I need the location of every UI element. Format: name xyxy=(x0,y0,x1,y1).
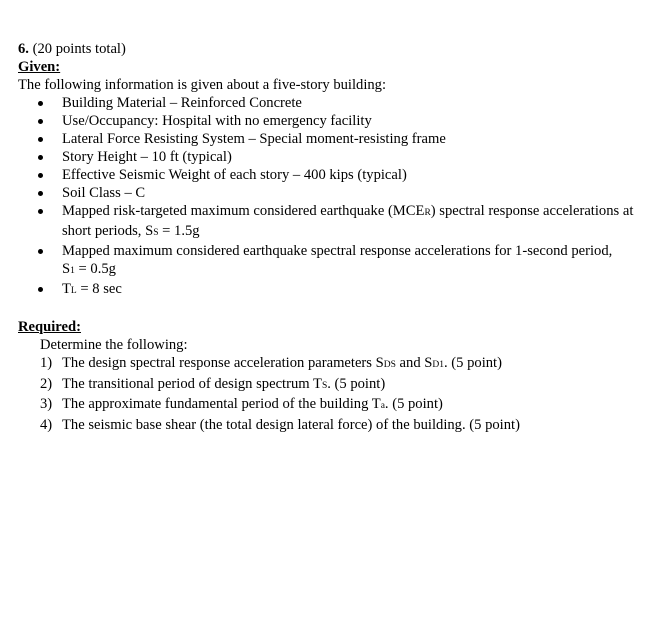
bullet-icon xyxy=(38,249,43,254)
list-item: 3) The approximate fundamental period of the building Ta. (5 point) xyxy=(40,396,443,412)
bullet-icon xyxy=(38,101,43,106)
problem-number: 6. xyxy=(18,41,29,57)
required-list xyxy=(18,354,648,434)
problem-points: (20 points total) xyxy=(32,41,126,57)
given-heading: Given: xyxy=(18,59,61,75)
bullet-icon xyxy=(38,137,43,142)
list-item-tl: TL = 8 sec xyxy=(18,280,648,300)
list-item: Soil Class – C xyxy=(18,184,648,202)
given-intro: The following information is given about a five-story building: xyxy=(18,77,387,93)
bullet-icon xyxy=(38,209,43,214)
bullet-icon xyxy=(38,155,43,160)
list-item: 1) The design spectral response acceleration parameters SDS and SD1. (5 point) xyxy=(40,355,502,371)
list-item: 2) The transitional period of design spectrum TS. (5 point) xyxy=(40,375,386,392)
bullet-icon xyxy=(38,191,43,196)
list-item: Story Height – 10 ft (typical) xyxy=(18,148,648,166)
bullet-icon xyxy=(38,173,43,178)
required-intro: Determine the following: xyxy=(40,337,188,353)
required-heading: Required: xyxy=(18,319,81,335)
list-item: Building Material – Reinforced Concrete xyxy=(18,94,648,112)
list-item: Effective Seismic Weight of each story – 400 kips (typical) xyxy=(18,166,648,184)
given-list xyxy=(18,94,648,300)
list-item-s1: Mapped maximum considered earthquake spectral response accelerations for 1-second period, S1 = 0.5g xyxy=(18,242,648,280)
list-item: Lateral Force Resisting System – Special moment-resisting frame xyxy=(18,130,648,148)
bullet-icon xyxy=(38,119,43,124)
list-item: Use/Occupancy: Hospital with no emergency facility xyxy=(18,112,648,130)
list-item: 4) The seismic base shear (the total design lateral force) of the building. (5 point) xyxy=(40,416,520,433)
bullet-icon xyxy=(38,287,43,292)
problem-page xyxy=(18,40,648,434)
list-item-mce: Mapped risk-targeted maximum considered earthquake (MCER) spectral response accelerations at short periods, SS = 1.5g xyxy=(18,202,648,242)
problem-header xyxy=(18,40,648,58)
